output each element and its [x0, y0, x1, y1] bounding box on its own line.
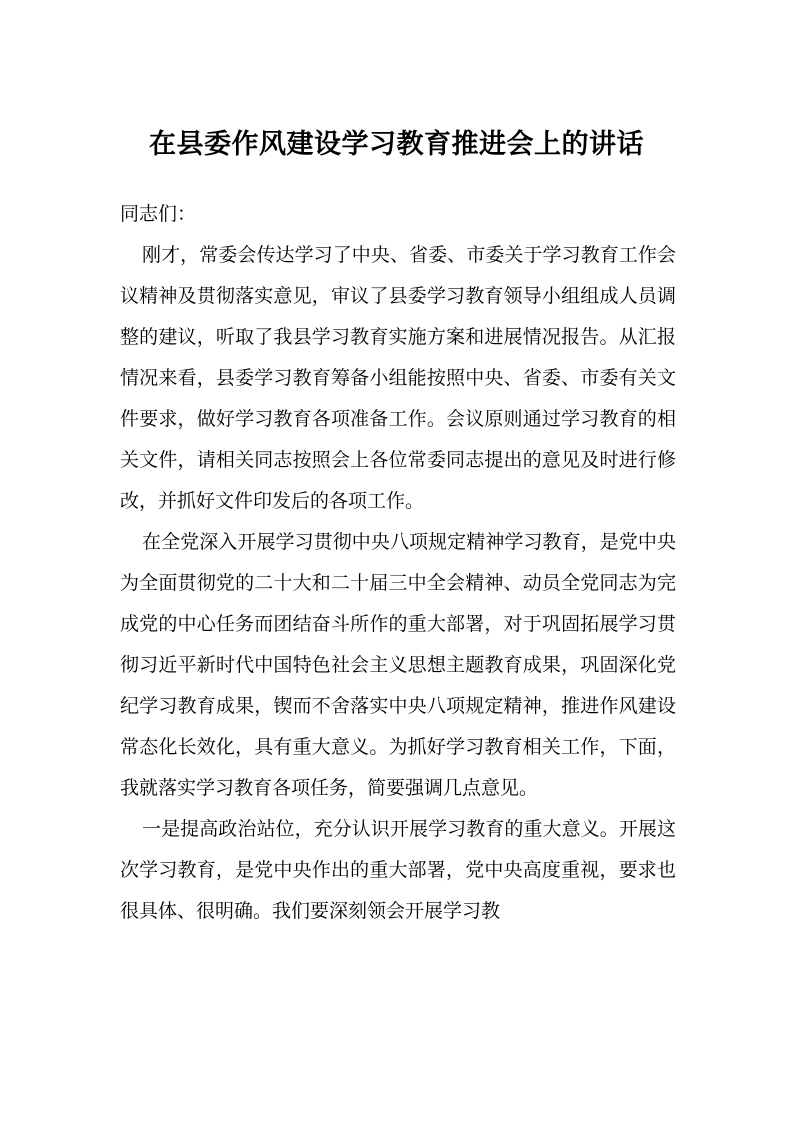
document-title: 在县委作风建设学习教育推进会上的讲话 [149, 129, 644, 160]
paragraph-2: 在全党深入开展学习贯彻中央八项规定精神学习教育，是党中央为全面贯彻党的二十大和二十届三中全会精神、动员全党同志为完成党的中心任务而团结奋斗所作的重大部署，对于巩固拓展学习贯彻习近平新时代中国特色社会主义思想主题教育成果，巩固深化党纪学习教育成果，锲而不舍落实中央八项规定精神，推进作风建设常态化长效化，具有重大意义。为抓好学习教育相关工作，下面，我就落实学习教育各项任务，简要强调几点意见。 [120, 531, 676, 799]
salutation: 同志们： [120, 203, 197, 225]
paragraph-3: 一是提高政治站位，充分认识开展学习教育的重大意义。开展这次学习教育，是党中央作出的重大部署，党中央高度重视，要求也很具体、很明确。我们要深刻领会开展学习教 [120, 818, 676, 922]
document-body [120, 194, 676, 932]
paragraph-1: 刚才，常委会传达学习了中央、省委、市委关于学习教育工作会议精神及贯彻落实意见，审议了县委学习教育领导小组组成人员调整的建议，听取了我县学习教育实施方案和进展情况报告。从汇报情况来看，县委学习教育筹备小组能按照中央、省委、市委有关文件要求，做好学习教育各项准备工作。会议原则通过学习教育的相关文件，请相关同志按照会上各位常委同志提出的意见及时进行修改，并抓好文件印发后的各项工作。 [120, 244, 676, 512]
